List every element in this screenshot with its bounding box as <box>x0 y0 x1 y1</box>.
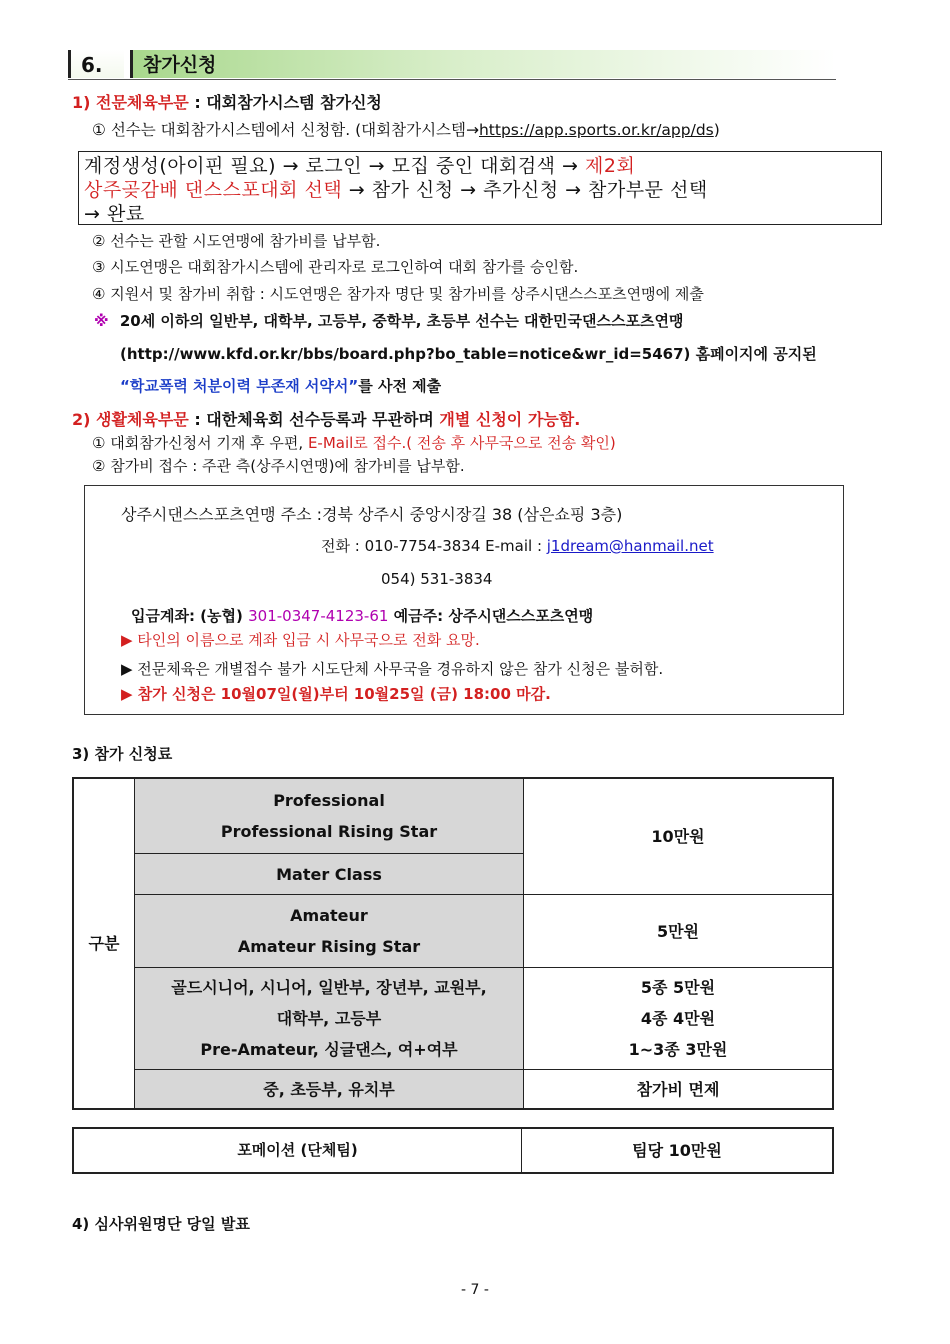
formation-price <box>521 1129 832 1172</box>
contact-note-1: ▶ 타인의 이름으로 계좌 입금 시 사무국으로 전화 요망. <box>121 631 480 649</box>
life-item-2: ② 참가비 접수 : 주관 측(상주시연맹)에 참가비를 납부함. <box>92 457 465 475</box>
contact-phone: 전화 : 010-7754-3834 E-mail : <box>321 537 547 555</box>
fee-category-youth <box>134 1069 523 1108</box>
signup-flow-box <box>78 151 882 225</box>
account-number: 301-0347-4123-61 <box>248 607 389 625</box>
fee-price-line: 5만원 <box>656 921 700 941</box>
formation-price-text: 팀당 10만원 <box>632 1141 722 1160</box>
life-heading-note: 개별 신청이 가능함. <box>439 410 581 429</box>
fee-category-line: Pre-Amateur, 싱글댄스, 여+여부 <box>200 1040 458 1059</box>
pro-item-2: ② 선수는 관할 시도연맹에 참가비를 납부함. <box>92 232 381 250</box>
pledge-title: “학교폭력 처분이력 부존재 서약서” <box>120 377 359 395</box>
formation-table <box>72 1127 834 1174</box>
pro-note-line-2: (http://www.kfd.or.kr/bbs/board.php?bo_table=notice&wr_id=5467) 홈페이지에 공지된 <box>120 345 817 363</box>
pro-item-4: ④ 지원서 및 참가비 취합 : 시도연맹은 참가자 명단 및 참가비를 상주시댄스스포츠연맹에 제출 <box>92 285 704 303</box>
contact-email-link[interactable]: j1dream@hanmail.net <box>546 537 714 555</box>
fee-category-line: Professional Rising Star <box>220 822 438 841</box>
fee-category-line: Amateur Rising Star <box>237 937 421 956</box>
judges-heading: 4) 심사위원명단 당일 발표 <box>72 1215 250 1233</box>
contact-fax: 054) 531-3834 <box>381 570 493 588</box>
fee-row-header-label: 구분 <box>88 934 120 953</box>
fee-price-youth <box>523 1069 832 1108</box>
fee-category-line: 골드시니어, 시니어, 일반부, 장년부, 교원부, <box>171 978 487 997</box>
section-rule <box>68 79 836 80</box>
contact-note-2: ▶ 전문체육은 개별접수 불가 시도단체 사무국을 경유하지 않은 참가 신청은 불허함. <box>121 660 664 678</box>
pro-item-1-close: ) <box>713 121 720 139</box>
sports-system-link[interactable]: https://app.sports.or.kr/app/ds <box>478 121 714 139</box>
fee-price-pro <box>523 779 832 894</box>
life-item-1-text: ① 대회참가신청서 기재 후 우편, <box>92 434 308 452</box>
fee-table <box>72 777 834 1110</box>
note-line-1-text: 20세 이하의 일반부, 대학부, 고등부, 중학부, 초등부 선수는 대한민국댄스스포츠연맹 <box>119 312 684 330</box>
flow-line-2-text: → 참가 신청 → 추가신청 → 참가부문 선택 <box>342 179 708 201</box>
fee-price-amateur <box>523 894 832 967</box>
note-mark: ※ <box>94 312 109 330</box>
section-number: 6. <box>68 50 124 78</box>
fee-price-line: 4종 4만원 <box>640 1009 716 1028</box>
life-heading-label: 2) 생활체육부문 <box>72 410 189 429</box>
pro-note-line-1 <box>94 311 683 331</box>
flow-line-3: → 완료 <box>84 203 145 225</box>
formation-label-text: 포메이션 (단체팀) <box>237 1141 358 1159</box>
fee-category-pro <box>134 779 523 853</box>
contact-address: 주소 :경북 상주시 중앙시장길 38 (삼은쇼핑 3층) <box>275 505 623 524</box>
life-heading <box>72 410 580 430</box>
flow-line-2-event: 상주곶감배 댄스스포대회 선택 <box>84 179 343 201</box>
pro-note-line-3 <box>120 376 441 396</box>
contact-note-3: ▶ 참가 신청은 10월07일(월)부터 10월25일 (금) 18:00 마감. <box>121 685 551 703</box>
fee-category-line: Mater Class <box>276 864 382 884</box>
fee-row-header <box>74 779 134 1108</box>
pro-item-1 <box>92 120 720 140</box>
flow-line-1 <box>84 154 881 178</box>
fee-price-line: 10만원 <box>651 827 705 846</box>
contact-org: 상주시댄스스포츠연맹 <box>121 505 276 524</box>
pro-heading <box>72 93 382 113</box>
fees-heading: 3) 참가 신청료 <box>72 745 173 763</box>
formation-label <box>74 1129 521 1172</box>
fee-price-line: 5종 5만원 <box>640 978 716 997</box>
fee-category-line: 중, 초등부, 유치부 <box>263 1079 395 1099</box>
fee-category-master <box>134 853 523 894</box>
contact-phone-line <box>321 535 714 556</box>
fee-category-line: 대학부, 고등부 <box>276 1009 382 1028</box>
account-holder: 예금주: 상주시댄스스포츠연맹 <box>388 607 594 625</box>
pro-item-3: ③ 시도연맹은 대회참가시스템에 관리자로 로그인하여 대회 참가를 승인함. <box>92 258 579 276</box>
fee-category-amateur <box>134 894 523 967</box>
fee-category-line: Amateur <box>290 906 368 925</box>
section-title: 참가신청 <box>130 50 836 78</box>
contact-org-line <box>121 502 622 525</box>
flow-line-1-event: 제2회 <box>585 155 636 177</box>
life-heading-desc: : 대한체육회 선수등록과 무관하며 <box>188 410 440 429</box>
flow-line-2 <box>84 178 881 202</box>
life-item-1-email-note: E-Mail로 접수.( 전송 후 사무국으로 전송 확인) <box>307 434 616 452</box>
life-item-1 <box>92 433 616 453</box>
fee-price-general <box>523 967 832 1069</box>
contact-account-line <box>131 605 593 626</box>
fee-category-line: Professional <box>273 791 385 810</box>
fee-category-general <box>134 967 523 1069</box>
fee-price-line: 참가비 면제 <box>636 1079 720 1099</box>
account-label: 입금계좌: (농협) <box>131 607 249 625</box>
flow-line-1-text: 계정생성(아이핀 필요) → 로그인 → 모집 중인 대회검색 → <box>84 155 586 177</box>
contact-box <box>84 485 844 715</box>
pro-heading-label: 1) 전문체육부문 <box>72 93 189 112</box>
pro-item-1-text: ① 선수는 대회참가시스템에서 신청함. (대회참가시스템→ <box>92 121 479 139</box>
page-number: - 7 - <box>461 1282 489 1298</box>
pro-heading-desc: : 대회참가시스템 참가신청 <box>188 93 382 112</box>
pledge-rest: 를 사전 제출 <box>358 377 442 395</box>
fee-price-line: 1~3종 3만원 <box>628 1040 728 1059</box>
